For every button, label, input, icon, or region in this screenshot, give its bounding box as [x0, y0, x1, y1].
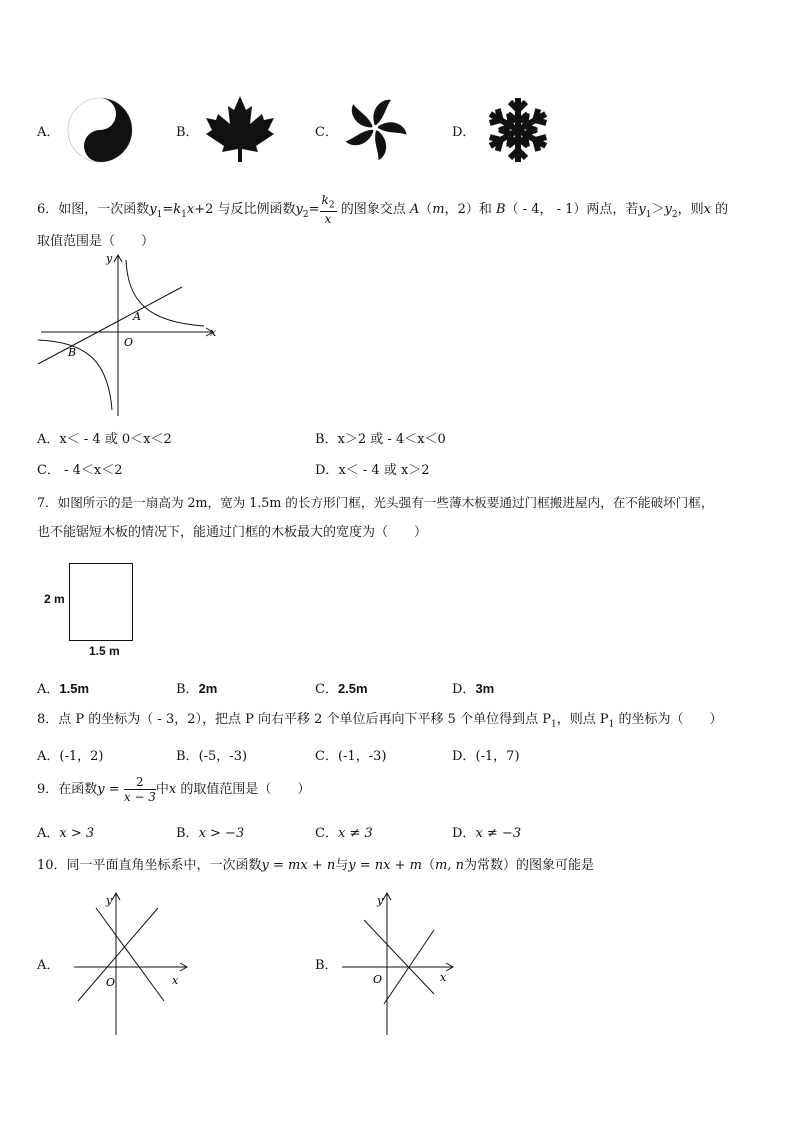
q6-x-label: x	[210, 326, 217, 339]
q10-graph-a	[66, 888, 196, 1038]
q6-option-d: D．x＜ - 4 或 x＞2	[315, 463, 430, 478]
q10-stem: 10．同一平面直角坐标系中，一次函数y = mx + n与y = nx + m（m, n为常数）的图象可能是	[37, 858, 594, 873]
q7-option-d: D．3m	[452, 681, 495, 697]
q8-stem: 8．点 P 的坐标为（ - 3，2），把点 P 向右平移 2 个单位后再向下平移 5 个单位得到点 $P_1$，则点 $P_1$ 的坐标为（ ）	[37, 712, 723, 730]
q6-graph	[36, 250, 221, 420]
q6-option-b: B．x＞2 或 - 4＜x＜0	[315, 432, 446, 447]
yin-yang-icon	[66, 96, 134, 164]
q10-option-a-label: A．	[37, 958, 60, 973]
q7-option-a: A．1.5m	[37, 681, 90, 697]
q9-option-b: B．x > −3	[176, 826, 245, 841]
q5-option-c-label: C．	[315, 125, 338, 140]
q9-fraction: $\frac{2}{x - 3}$	[123, 775, 156, 804]
q9-option-c: C．x ≠ 3	[315, 826, 373, 841]
q10-b-x-label: x	[440, 971, 447, 984]
q10-graph-b	[336, 888, 466, 1038]
q8-option-a: A．(-1，2)	[37, 749, 104, 764]
q9-option-a: A．x > 3	[37, 826, 95, 841]
snowflake-icon	[480, 94, 556, 166]
q6-point-b-label: B	[68, 346, 77, 359]
q5-option-a-label: A．	[37, 125, 60, 140]
q8-option-d: D．(-1，7)	[452, 749, 520, 764]
q7-option-b: B．2m	[176, 681, 218, 697]
q10-option-b-label: B．	[315, 958, 338, 973]
q9-stem: 9．在函数y = $\frac{2}{x - 3}$ 中x 的取值范围是（ ）	[37, 775, 311, 804]
q8-option-c: C．(-1，-3)	[315, 749, 387, 764]
q6-point-a-label: A	[133, 310, 141, 323]
q7-option-c: C．2.5m	[315, 681, 368, 697]
bauhinia-flower-icon	[340, 95, 410, 161]
q6-option-c: C． - 4＜x＜2	[37, 463, 123, 478]
q7-stem-line2: 也不能锯短木板的情况下，能通过门框的木板最大的宽度为（ ）	[37, 525, 428, 540]
q10-a-x-label: x	[172, 974, 179, 987]
q5-option-d-label: D．	[452, 125, 476, 140]
q5-option-b-label: B．	[176, 125, 199, 140]
q10-a-y-label: y	[106, 894, 113, 907]
q7-door-frame	[69, 563, 133, 641]
q7-height-label: 2 m	[44, 592, 65, 606]
maple-leaf-icon	[204, 94, 276, 164]
q6-stem-line2: 取值范围是（ ）	[37, 234, 155, 249]
q10-b-y-label: y	[377, 894, 384, 907]
q6-fraction: $\frac{k_2}{x}$	[321, 193, 335, 227]
q7-width-label: 1.5 m	[89, 644, 120, 658]
q6-linear-line	[38, 287, 182, 364]
q10-b-origin-label: O	[373, 973, 383, 986]
q7-stem-line1: 7．如图所示的是一扇高为 2m，宽为 1.5m 的长方形门框，光头强有一些薄木板要通过门框搬进屋内，在不能破坏门框，	[37, 495, 714, 510]
q6-origin-label: O	[124, 336, 134, 349]
q6-option-a: A．x＜ - 4 或 0＜x＜2	[37, 432, 172, 447]
q8-option-b: B．(-5，-3)	[176, 749, 248, 764]
q10-a-origin-label: O	[106, 976, 116, 989]
q9-option-d: D．x ≠ −3	[452, 826, 522, 841]
q6-stem-line1: 6．如图，一次函数$y_1=k_1x+2$ 与反比例函数$y_2=$ $\frac{k_2}{x}$ 的图象交点 A（m，2）和 B（ - 4， - 1）两点，若$y_1>y_2$，则x 的	[37, 193, 729, 227]
q6-y-label: y	[106, 252, 113, 265]
